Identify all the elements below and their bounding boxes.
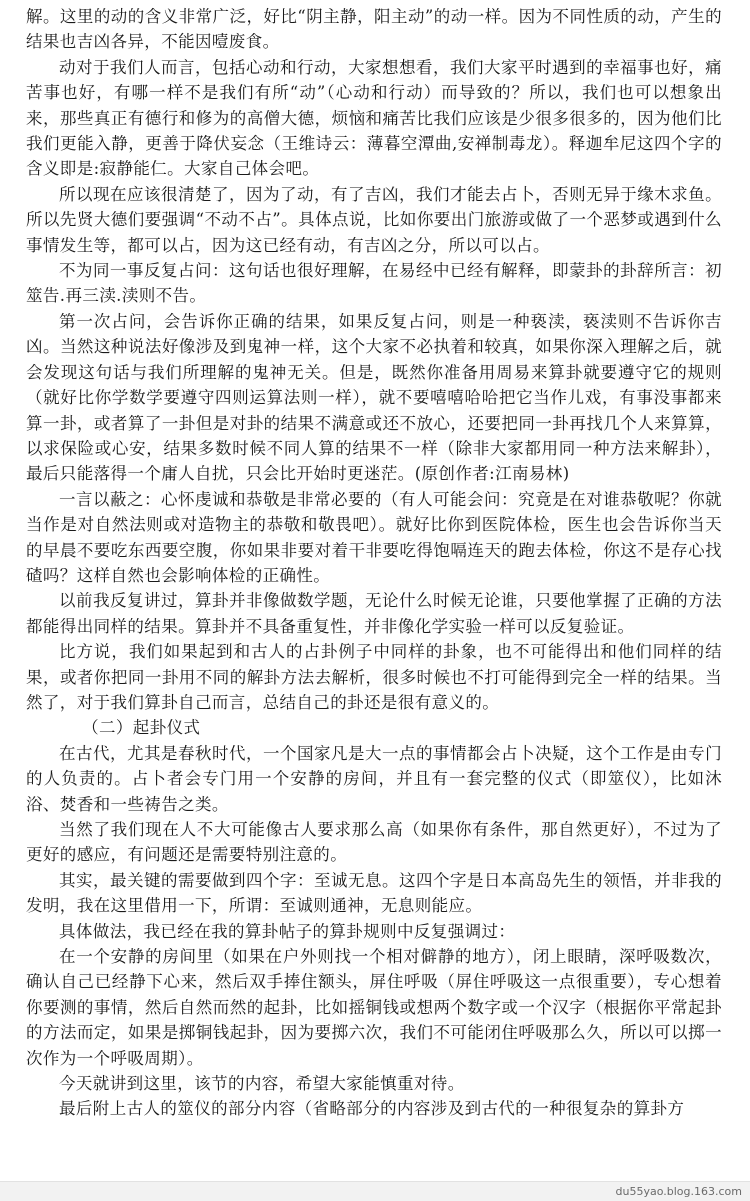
paragraph-5: 第一次占问，会告诉你正确的结果，如果反复占问，则是一种亵渎，亵渎则不告诉你吉凶。当然这种说法好像涉及到鬼神一样，这个大家不必执着和较真，如果你深入理解之后，就会发现这句话与我们所理解的鬼神无关。但是，既然你准备用周易来算卦就要遵守它的规则（就好比你学数学要遵守四则运算法则一样），就不要嘻嘻哈哈把它当作儿戏，有事没事都来算一卦，或者算了一卦但是对卦的结果不满意或还不放心，还要把同一卦再找几个人来算算，以求保险或心安，结果多数时候不同人算的结果不一样（除非大家都用同一种方法来解卦），最后只能落得一个庸人自扰，只会比开始时更迷茫。(原创作者:江南易林) bbox=[26, 311, 722, 484]
paragraph-1: 解。这里的动的含义非常广泛，好比“阴主静，阳主动”的动一样。因为不同性质的动，产生的结果也吉凶各异，不能因噎废食。 bbox=[26, 7, 722, 52]
paragraph-15: 今天就讲到这里，该节的内容，希望大家能慎重对待。 bbox=[59, 1074, 465, 1094]
paragraph-3: 所以现在应该很清楚了，因为了动，有了吉凶，我们才能去占卜，否则无异于缘木求鱼。所以先贤大德们要强调“不动不占”。具体点说，比如你要出门旅游或做了一个恶梦或遇到什么事情发生等，都可以占，因为这已经有动，有吉凶之分，所以可以占。 bbox=[26, 184, 722, 255]
paragraph-10: 在古代，尤其是春秋时代，一个国家凡是大一点的事情都会占卜决疑，这个工作是由专门的人负责的。占卜者会专门用一个安静的房间，并且有一套完整的仪式（即筮仪），比如沐浴、焚香和一些祷告之类。 bbox=[26, 743, 722, 814]
paragraph-13: 具体做法，我已经在我的算卦帖子的算卦规则中反复强调过： bbox=[59, 921, 516, 941]
paragraph-11: 当然了我们现在人不大可能像古人要求那么高（如果你有条件，那自然更好），不过为了更好的感应，有问题还是需要特别注意的。 bbox=[26, 820, 722, 865]
paragraph-4: 不为同一事反复占问：这句话也很好理解，在易经中已经有解释，即蒙卦的卦辞所言：初筮告.再三渎.渎则不告。 bbox=[26, 261, 722, 306]
paragraph-2: 动对于我们人而言，包括心动和行动，大家想想看，我们大家平时遇到的幸福事也好，痛苦事也好，有哪一样不是我们有所“动”（心动和行动）而导致的？所以，我们也可以想象出来，那些真正有德行和修为的高僧大德，烦恼和痛苦比我们应该是少很多很多的，因为他们比我们更能入静，更善于降伏妄念（王维诗云：薄暮空潭曲,安禅制毒龙）。释迦牟尼这四个字的含义即是:寂静能仁。大家自己体会吧。 bbox=[26, 57, 722, 179]
paragraph-6: 一言以蔽之：心怀虔诚和恭敬是非常必要的（有人可能会问：究竟是在对谁恭敬呢？你就当作是对自然法则或对造物主的恭敬和敬畏吧）。就好比你到医院体检，医生也会告诉你当天的早晨不要吃东西要空腹，你如果非要对着干非要吃得饱嗝连天的跑去体检，你这不是存心找碴吗？这样自然也会影响体检的正确性。 bbox=[26, 489, 722, 585]
section-heading: （二）起卦仪式 bbox=[82, 718, 201, 738]
paragraph-7: 以前我反复讲过，算卦并非像做数学题，无论什么时候无论谁，只要他掌握了正确的方法都能得出同样的结果。算卦并不具备重复性，并非像化学实验一样可以反复验证。 bbox=[26, 591, 722, 636]
paragraph-16: 最后附上古人的筮仪的部分内容（省略部分的内容涉及到古代的一种很复杂的算卦方 bbox=[59, 1099, 685, 1119]
paragraph-8: 比方说，我们如果起到和古人的占卦例子中同样的卦象，也不可能得出和他们同样的结果，或者你把同一卦用不同的解卦方法去解析，很多时候也不打可能得到完全一样的结果。当然了，对于我们算卦自己而言，总结自己的卦还是很有意义的。 bbox=[26, 642, 722, 712]
footer-bar bbox=[0, 1181, 750, 1201]
paragraph-12: 其实，最关键的需要做到四个字：至诚无息。这四个字是日本高岛先生的领悟，并非我的发明，我在这里借用一下，所谓：至诚则通神，无息则能应。 bbox=[26, 870, 722, 916]
blog-watermark: du55yao.blog.163.com bbox=[615, 1185, 742, 1198]
paragraph-14: 在一个安静的房间里（如果在户外则找一个相对僻静的地方），闭上眼睛，深呼吸数次，确认自己已经静下心来，然后双手捧住额头，屏住呼吸（屏住呼吸这一点很重要），专心想着你要测的事情，然后自然而然的起卦，比如摇铜钱或想两个数字或一个汉字（根据你平常起卦的方法而定，如果是掷铜钱起卦，因为要掷六次，我们不可能闭住呼吸那么久，所以可以掷一次作为一个呼吸周期）。 bbox=[26, 947, 722, 1068]
